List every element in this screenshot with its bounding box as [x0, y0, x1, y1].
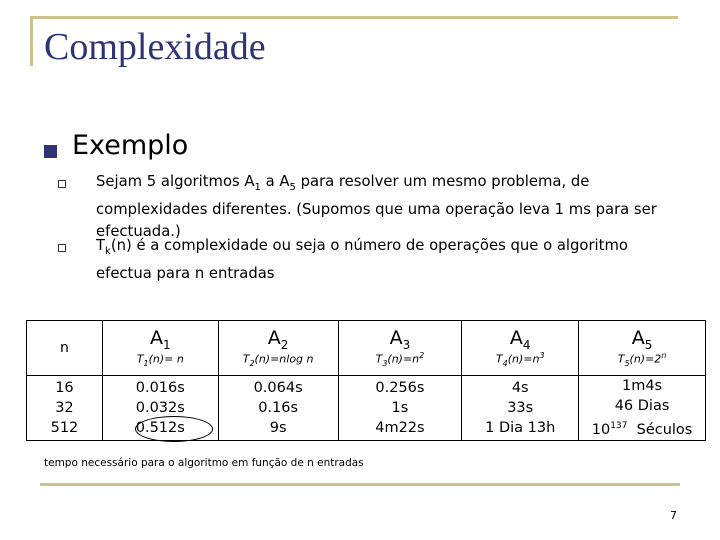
table-header-row	[27, 321, 706, 376]
bullet-paragraph-1: Sejam 5 algoritmos $A_1$ a $A_5$ para resolver um mesmo problema, de complexidades diferentes. (Supomos que uma operação leva 1 ms para ser efectuada.)	[96, 173, 657, 240]
algorithm-header-cell: $A_2$ $T_2(n)=nlog$ n	[218, 321, 338, 376]
section-heading: Exemplo	[72, 130, 189, 161]
bullet-paragraph-2: $T_k(n)$ é a complexidade ou seja o número de operações que o algoritmo efectua para n entradas	[96, 237, 628, 282]
algorithm-header-cell: $A_1$ $T_1(n)= n$	[102, 321, 218, 376]
table-values-row	[27, 376, 706, 441]
sub-bullet-icon	[58, 180, 66, 188]
time-values-cell: 1m4s 46 Dias $10^{137}$ Séculos	[579, 376, 706, 441]
frame-top-rule	[30, 16, 678, 19]
algorithm-header-cell: $A_5$ $T_5(n)=2^n$	[579, 321, 706, 376]
time-values-cell: 0.016s 0.032s 0.512s	[102, 376, 218, 441]
slide-title: Complexidade	[44, 26, 266, 68]
centuries-value: $10^{137}$ Séculos	[591, 421, 693, 438]
time-values-cell: 0.256s 1s 4m22s	[338, 376, 462, 441]
time-values-cell: 0.064s 0.16s 9s	[218, 376, 338, 441]
sub-bullet-icon	[58, 244, 66, 252]
n-header-cell: n	[27, 321, 103, 376]
time-values-cell: 4s 33s 1 Dia 13h	[462, 376, 579, 441]
frame-bottom-rule	[40, 483, 680, 486]
n-values-cell: 16 32 512	[27, 376, 103, 441]
frame-left-rule	[30, 16, 33, 66]
table-caption: tempo necessário para o algoritmo em função de n entradas	[44, 457, 364, 469]
complexity-table	[26, 320, 706, 441]
highlight-circle	[135, 416, 213, 442]
algorithm-header-cell: $A_4$ $T_4(n)=n^3$	[462, 321, 579, 376]
algorithm-header-cell: $A_3$ $T_3(n)=n^2$	[338, 321, 462, 376]
bullet-square-icon	[44, 145, 57, 158]
page-number: 7	[670, 509, 677, 522]
